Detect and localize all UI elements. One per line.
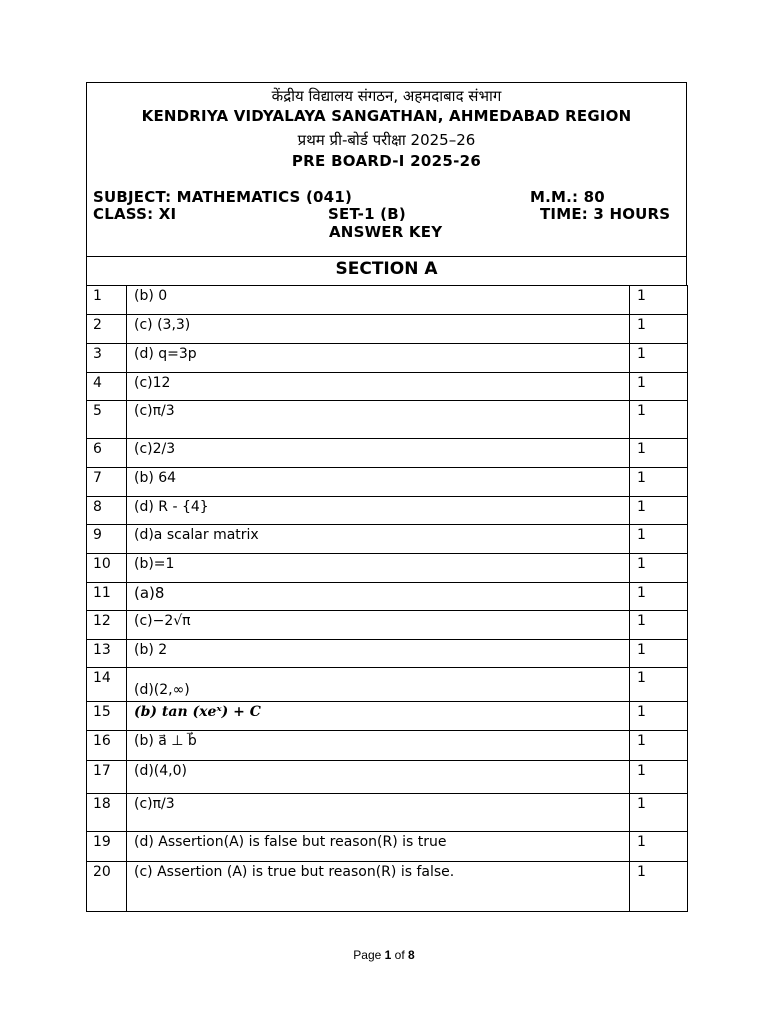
- answer-text: (d) q=3p: [127, 344, 630, 373]
- hindi-exam-title: प्रथम प्री-बोर्ड परीक्षा 2025–26: [297, 131, 476, 149]
- question-number: 14: [87, 668, 127, 702]
- question-number: 18: [87, 794, 127, 832]
- answer-text: (c)12: [127, 373, 630, 401]
- marks-value: 1: [630, 344, 688, 373]
- answer-text: (d) R - {4}: [127, 497, 630, 525]
- marks-value: 1: [630, 373, 688, 401]
- marks-value: 1: [630, 640, 688, 668]
- section-title: SECTION A: [86, 256, 687, 286]
- marks-value: 1: [630, 832, 688, 862]
- table-row: [87, 702, 688, 731]
- subject-label: SUBJECT: MATHEMATICS (041): [93, 188, 353, 206]
- question-number: 7: [87, 468, 127, 497]
- marks-value: 1: [630, 702, 688, 731]
- table-row: [87, 668, 688, 702]
- current-page: 1: [384, 948, 392, 962]
- answer-text: (b) 0: [127, 286, 630, 315]
- question-number: 16: [87, 731, 127, 761]
- answer-text: (b) a⃗ ⊥ b⃗: [127, 731, 630, 761]
- answer-text: (b) tan (xeˣ) + C: [127, 702, 630, 731]
- total-pages: 8: [408, 948, 415, 962]
- marks-value: 1: [630, 583, 688, 611]
- page-footer: [0, 948, 768, 962]
- hindi-org-title: केंद्रीय विद्यालय संगठन, अहमदाबाद संभाग: [271, 87, 502, 105]
- question-number: 17: [87, 761, 127, 794]
- table-row: [87, 401, 688, 439]
- marks-value: 1: [630, 401, 688, 439]
- class-label: CLASS: XI: [93, 205, 177, 223]
- table-row: [87, 583, 688, 611]
- answer-text: (c)π/3: [127, 401, 630, 439]
- marks-value: 1: [630, 497, 688, 525]
- marks-value: 1: [630, 286, 688, 315]
- page-separator: of: [391, 948, 409, 962]
- table-row: [87, 640, 688, 668]
- answer-text: (d) Assertion(A) is false but reason(R) is true: [127, 832, 630, 862]
- table-row: [87, 525, 688, 554]
- answer-text: (c)π/3: [127, 794, 630, 832]
- table-row: [87, 554, 688, 583]
- question-number: 11: [87, 583, 127, 611]
- question-number: 20: [87, 862, 127, 912]
- question-number: 19: [87, 832, 127, 862]
- table-row: [87, 862, 688, 912]
- marks-value: 1: [630, 439, 688, 468]
- table-row: [87, 761, 688, 794]
- answer-text: (d)(4,0): [127, 761, 630, 794]
- answer-text: (a)8: [127, 583, 630, 611]
- marks-value: 1: [630, 668, 688, 702]
- question-number: 5: [87, 401, 127, 439]
- table-row: [87, 468, 688, 497]
- answer-text: (c) Assertion (A) is true but reason(R) is false.: [127, 862, 630, 912]
- marks-value: 1: [630, 731, 688, 761]
- answer-text: (c)−2√π: [127, 611, 630, 640]
- marks-value: 1: [630, 794, 688, 832]
- question-number: 10: [87, 554, 127, 583]
- marks-value: 1: [630, 525, 688, 554]
- answer-text: (b) 64: [127, 468, 630, 497]
- question-number: 9: [87, 525, 127, 554]
- answer-text: (d)(2,∞): [127, 668, 630, 702]
- page-prefix: Page: [353, 948, 385, 962]
- question-number: 6: [87, 439, 127, 468]
- english-exam-title: PRE BOARD-I 2025-26: [291, 152, 482, 170]
- question-number: 1: [87, 286, 127, 315]
- time-label: TIME: 3 HOURS: [540, 205, 671, 223]
- table-row: [87, 373, 688, 401]
- table-row: [87, 832, 688, 862]
- table-row: [87, 611, 688, 640]
- table-row: [87, 315, 688, 344]
- table-row: [87, 439, 688, 468]
- exam-header: [86, 82, 687, 257]
- question-number: 4: [87, 373, 127, 401]
- answer-table: [86, 285, 688, 912]
- english-org-title: KENDRIYA VIDYALAYA SANGATHAN, AHMEDABAD REGION: [141, 107, 632, 125]
- marks-value: 1: [630, 468, 688, 497]
- marks-value: 1: [630, 554, 688, 583]
- max-marks-label: M.M.: 80: [530, 188, 605, 206]
- answer-key-label: ANSWER KEY: [329, 223, 443, 241]
- marks-value: 1: [630, 761, 688, 794]
- table-row: [87, 497, 688, 525]
- question-number: 8: [87, 497, 127, 525]
- marks-value: 1: [630, 611, 688, 640]
- question-number: 15: [87, 702, 127, 731]
- question-number: 3: [87, 344, 127, 373]
- table-row: [87, 731, 688, 761]
- answer-text: (c) (3,3): [127, 315, 630, 344]
- table-row: [87, 794, 688, 832]
- answer-text: (d)a scalar matrix: [127, 525, 630, 554]
- question-number: 2: [87, 315, 127, 344]
- answer-text: (c)2/3: [127, 439, 630, 468]
- table-row: [87, 344, 688, 373]
- answer-text: (b) 2: [127, 640, 630, 668]
- marks-value: 1: [630, 315, 688, 344]
- table-row: [87, 286, 688, 315]
- marks-value: 1: [630, 862, 688, 912]
- set-label: SET-1 (B): [328, 205, 406, 223]
- question-number: 13: [87, 640, 127, 668]
- answer-text: (b)=1: [127, 554, 630, 583]
- question-number: 12: [87, 611, 127, 640]
